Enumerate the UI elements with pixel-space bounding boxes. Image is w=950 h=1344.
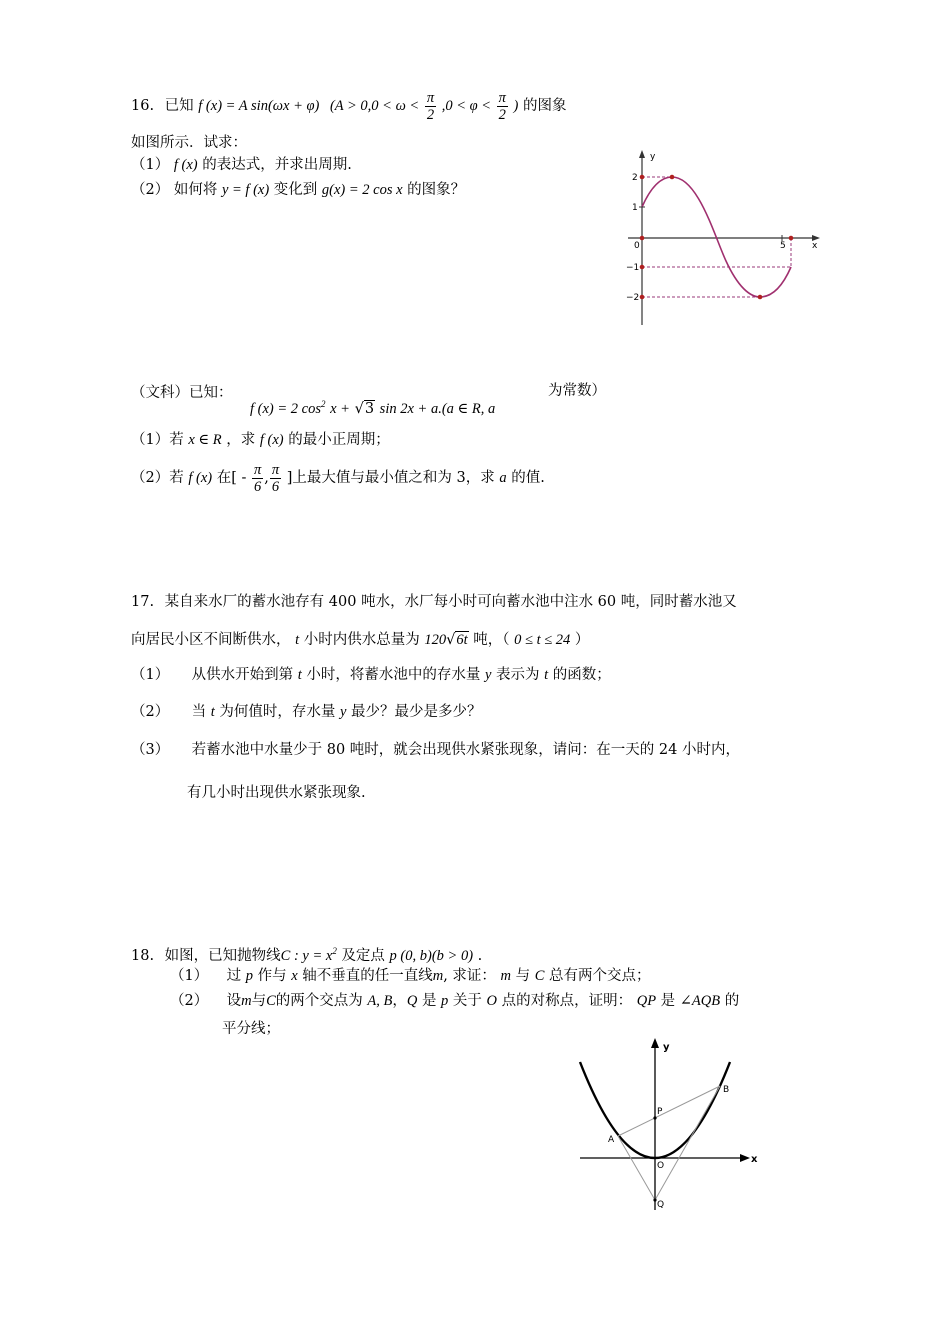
q17-p3-num: （3）: [131, 742, 170, 758]
q18-p2-p: p: [441, 993, 449, 1009]
q18-p1-x: x: [291, 968, 298, 984]
q17-line1-text: 某自来水厂的蓄水池存有 400 吨水，水厂每小时可向蓄水池中注水 60 吨，同时蓄水池又: [164, 594, 737, 610]
q16-sine-graph: [610, 145, 840, 335]
q18-sup2: 2: [332, 946, 337, 956]
q18-p1-text-b: 作与: [257, 968, 287, 984]
origin-label: 0: [634, 241, 640, 251]
wenke-p2-fx: f (x): [188, 470, 213, 486]
q17-p1-t: t: [297, 667, 302, 683]
q17-line1: [131, 592, 737, 612]
q17-sqrt-arg: 6t: [456, 632, 468, 648]
q16-frac-den: 2: [426, 106, 435, 123]
wenke-p1-cond: x ∈ R: [188, 432, 222, 448]
q16-intro-prefix: 已知: [164, 98, 194, 114]
q17-number: 17.: [131, 594, 155, 610]
wenke-frac-num: π: [253, 461, 262, 478]
q17-part3: [131, 740, 740, 760]
q18-p1-m2: m: [500, 968, 512, 984]
q17-line2-c: 吨，（: [473, 632, 510, 648]
q18-parab: C : y = x: [280, 947, 333, 964]
wenke-frac-comma: ,: [264, 470, 269, 486]
q18-p2-text-f: 点的对称点，证明：: [501, 993, 633, 1009]
q16-p2-text-a: 如何将: [173, 182, 218, 198]
q18-p1-text-f: 总有两个交点；: [549, 968, 651, 984]
q18-p2-text-c: 的两个交点为: [275, 993, 363, 1009]
q16-p1-num: （1）: [131, 157, 170, 173]
wenke-p2-a: a: [499, 470, 507, 486]
q17-line2: [131, 630, 589, 650]
wenke-p2-text-b: ]上最大值与最小值之和为 3，求: [286, 470, 495, 486]
q16-frac-pi-2b: [497, 90, 508, 123]
label-P: P: [657, 1107, 663, 1117]
label-B: B: [723, 1085, 730, 1095]
point-max: [670, 175, 675, 180]
q17-p2-num: （2）: [131, 704, 170, 720]
q18-p2-text-b: 与: [251, 993, 267, 1009]
q17-p1-text-d: 的函数；: [552, 667, 611, 683]
point-ym1: [640, 265, 645, 270]
label-O: O: [657, 1161, 665, 1171]
x-axis-arrow-icon: [740, 1154, 750, 1162]
q16-cond-close: ): [513, 98, 519, 114]
wenke-sqrt3: 3: [364, 400, 375, 417]
q16-p2-text-c: 的图象？: [407, 182, 466, 198]
q18-p2-text-e: 关于: [452, 993, 482, 1009]
q16-cond-mid: ,0 < φ <: [441, 98, 492, 114]
y-tick-m2: −2: [626, 293, 640, 303]
q18-intro-b: 及定点: [341, 947, 385, 964]
point-y2: [640, 175, 645, 180]
q17-line2-a: 向居民小区不间断供水，: [131, 632, 291, 648]
q18-p1-text-a: 过: [226, 968, 242, 984]
q17-p1-text-a: 从供水开始到第: [191, 667, 294, 683]
q17-p1-text-c: 表示为: [496, 667, 540, 683]
y-tick-2: 2: [632, 173, 638, 183]
x-tick-5-label: 5: [780, 241, 786, 251]
wenke-rest-a: x +: [330, 400, 350, 417]
wenke-p1-fx: f (x): [259, 432, 284, 448]
q17-p2-t: t: [210, 704, 215, 720]
q18-p2-comma: ，: [392, 993, 407, 1009]
q18-p1-p: p: [245, 968, 253, 984]
wenke-sup2: 2: [321, 399, 326, 409]
q17-p2-text-c: 最少？最少是多少？: [351, 704, 482, 720]
q16-p2-text-b: 变化到: [273, 182, 318, 198]
q16-p2-y: y = f (x): [221, 182, 270, 198]
point-end-axis: [789, 236, 794, 241]
y-axis-arrow-icon: [639, 150, 645, 158]
q17-range: 0 ≤ t ≤ 24: [514, 632, 571, 648]
q16-frac-num: π: [498, 89, 506, 106]
y-tick-1: 1: [632, 203, 638, 213]
wenke-label: （文科）已知：: [131, 385, 233, 401]
q18-p1-text-e: 与: [515, 968, 531, 984]
q16-p2-num: （2）: [131, 182, 170, 198]
line-QB: [655, 1086, 720, 1200]
q16-cond-open: (A > 0,0 < ω <: [329, 98, 420, 114]
sine-curve: [642, 177, 791, 297]
q18-p1-text-d: , 求证：: [443, 968, 496, 984]
wenke-frac-num: π: [271, 461, 280, 478]
q18-part1: [170, 966, 651, 986]
q18-intro-a: 如图，已知抛物线: [164, 947, 281, 964]
wenke-frac-den: 6: [271, 478, 280, 495]
wenke-p2-text-a: 在[ -: [216, 470, 247, 486]
wenke-sqrt-symbol: √: [354, 400, 364, 417]
y-tick-m1: −1: [626, 263, 640, 273]
q18-p2-text-g: 是: [660, 993, 676, 1009]
q18-p2-text-a: 设: [226, 993, 242, 1009]
x-axis-label: x: [751, 1154, 758, 1165]
q17-p2-text-a: 当: [191, 704, 207, 720]
wenke-p2-text-c: 的值.: [511, 470, 545, 486]
q16-func: f (x) = A sin(ωx + φ): [198, 98, 320, 114]
q18-p1-text-c: 轴不垂直的任一直线: [302, 968, 433, 984]
q17-coef: 120: [424, 632, 447, 648]
q18-p2-text-h: 的: [724, 993, 740, 1009]
q17-t: t: [295, 632, 300, 648]
q18-p2-QP: QP: [636, 993, 657, 1009]
q17-p2-text-b: 为何值时，存水量: [219, 704, 336, 720]
q18-point: p (0, b)(b > 0): [389, 947, 474, 964]
q17-line2-b: 小时内供水总量为: [303, 632, 420, 648]
q16-frac-den: 2: [498, 106, 506, 123]
wenke-frac-b: [270, 462, 281, 495]
q18-parabola-graph: [575, 1035, 775, 1215]
point-min: [758, 295, 763, 300]
wenke-rest-b: sin 2x + a.(a ∈ R, a: [379, 400, 496, 417]
wenke-const-note: 为常数）: [548, 383, 606, 399]
q18-p2-angle: ∠AQB: [679, 993, 721, 1009]
wenke-fx: f (x) = 2 cos: [250, 400, 321, 417]
q16-frac-pi-2a: [425, 90, 436, 123]
q18-part2-line2: 平分线；: [222, 1021, 280, 1037]
q17-part2: [131, 702, 482, 722]
wenke-part1: [131, 430, 390, 450]
wenke-frac-den: 6: [253, 478, 262, 495]
q17-p2-y: y: [339, 704, 347, 720]
q17-p3-line1: 若蓄水池中水量少于 80 吨时，就会出现供水紧张现象，请问：在一天的 24 小时内，: [191, 742, 740, 758]
q18-p2-O: O: [486, 993, 497, 1009]
q17-p1-t2: t: [544, 667, 549, 683]
y-axis-arrow-icon: [651, 1038, 659, 1048]
label-A: A: [608, 1135, 615, 1145]
q16-p1-text: 的表达式，并求出周期.: [202, 157, 352, 173]
wenke-p1-text-b: 的最小正周期；: [288, 432, 390, 448]
q16-part2: [131, 180, 465, 200]
wenke-formula: [250, 394, 495, 419]
y-axis-label: y: [663, 1042, 670, 1053]
q18-p2-text-d: 是: [421, 993, 437, 1009]
wenke-frac-a: [252, 462, 263, 495]
line-AB: [618, 1086, 720, 1136]
q18-number: 18.: [131, 947, 155, 964]
label-Q: Q: [657, 1200, 665, 1210]
q16-intro: [131, 86, 566, 126]
q18-p2-m: m: [241, 993, 252, 1009]
q16-p2-g: g(x) = 2 cos x: [321, 182, 403, 198]
wenke-part2: [131, 458, 545, 498]
q16-number: 16.: [131, 98, 155, 114]
q16-line2: 如图所示．试求：: [131, 135, 247, 151]
q18-p1-m: m: [432, 968, 444, 984]
q17-line2-d: ）: [574, 632, 590, 648]
q17-p1-y: y: [484, 667, 492, 683]
wenke-p1-num: （1）若: [131, 432, 184, 448]
q18-p2-AB: A, B: [367, 993, 393, 1009]
q17-part1: [131, 665, 611, 685]
q18-intro: [131, 941, 482, 966]
q18-p2-num: （2）: [170, 993, 209, 1009]
q18-p2-C: C: [266, 993, 276, 1009]
q18-intro-c: .: [477, 947, 483, 964]
x-axis-label: x: [812, 241, 818, 251]
point-ym2: [640, 295, 645, 300]
q17-part3-line2: 有几小时出现供水紧张现象.: [187, 785, 366, 801]
q17-p1-text-b: 小时，将蓄水池中的存水量: [306, 667, 481, 683]
q18-part2: [170, 991, 739, 1011]
q17-p1-num: （1）: [131, 667, 170, 683]
q16-frac-num: π: [426, 89, 435, 106]
q18-p1-num: （1）: [170, 968, 209, 984]
q18-p2-Q: Q: [406, 993, 418, 1009]
line-QA: [618, 1136, 655, 1200]
q16-intro-suffix: 的图象: [522, 98, 567, 114]
y-axis-label: y: [650, 152, 656, 162]
q18-p1-C: C: [534, 968, 545, 984]
q16-p1-fx: f (x): [173, 157, 198, 173]
q16-part1: [131, 155, 352, 175]
q17-sqrt-symbol: √: [446, 632, 456, 648]
wenke-p1-text-a: ，求: [226, 432, 256, 448]
point-origin: [640, 236, 645, 241]
wenke-p2-num: （2）若: [131, 470, 184, 486]
